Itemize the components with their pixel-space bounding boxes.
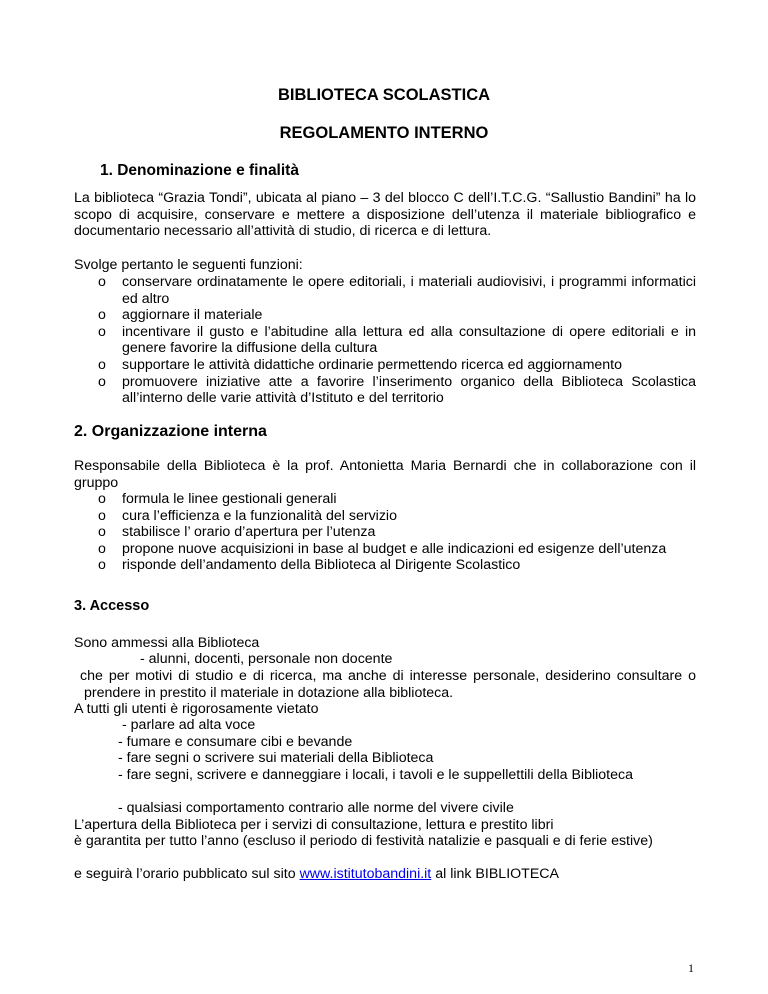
bullet-marker: o bbox=[98, 491, 106, 507]
opening-line-3: e seguirà l’orario pubblicato sul sito www.istitutobandini.it al link BIBLIOTECA bbox=[74, 866, 560, 882]
forbidden-intro: A tutti gli utenti è rigorosamente vietato bbox=[74, 701, 319, 717]
bullet-marker: o bbox=[98, 557, 106, 574]
bullet-marker: o bbox=[98, 524, 106, 541]
forbidden-item: - parlare ad alta voce bbox=[122, 717, 256, 733]
section1-paragraph: La biblioteca “Grazia Tondi”, ubicata al piano – 3 del blocco C dell’I.T.C.G. “Sallustio Bandini” ha lo scopo di acquisire, conservare e mettere a disposizione dell’utenza il materiale bibliografico e documentario necessario all’attività di studio, di ricerca e di lettura. bbox=[74, 190, 696, 240]
forbidden-item: - qualsiasi comportamento contrario alle norme del vivere civile bbox=[118, 800, 514, 816]
section1-heading: 1. Denominazione e finalità bbox=[100, 162, 299, 179]
bullet-marker: o bbox=[98, 274, 106, 290]
section2-paragraph: Responsabile della Biblioteca è la prof. Antonietta Maria Bernardi che in collaborazione con il gruppo bbox=[74, 458, 696, 491]
document-title: BIBLIOTECA SCOLASTICA bbox=[277, 86, 491, 104]
forbidden-item: - fumare e consumare cibi e bevande bbox=[118, 734, 353, 750]
section2-list bbox=[98, 491, 696, 574]
section3-intro: Sono ammessi alla Biblioteca bbox=[74, 635, 260, 651]
bullet-marker: o bbox=[98, 356, 106, 373]
list-item: o stabilisce l’ orario d’apertura per l’utenza bbox=[98, 524, 376, 541]
bullet-marker: o bbox=[98, 540, 106, 557]
bullet-marker: o bbox=[98, 507, 106, 524]
list-item: o incentivare il gusto e l’abitudine alla lettura ed alla consultazione di opere editoriali e in genere favorire la diffusione della cultura bbox=[98, 323, 696, 357]
opening-line-1: L’apertura della Biblioteca per i servizi di consultazione, lettura e prestito libri bbox=[74, 817, 554, 833]
section1-intro: Svolge pertanto le seguenti funzioni: bbox=[74, 257, 303, 273]
section1-list bbox=[98, 274, 696, 407]
list-item: o cura l’efficienza e la funzionalità del servizio bbox=[98, 507, 397, 524]
list-item: o propone nuove acquisizioni in base al budget e alle indicazioni ed esigenze dell’utenza bbox=[98, 540, 667, 557]
section3-heading: 3. Accesso bbox=[74, 598, 150, 614]
website-link[interactable]: www.istitutobandini.it bbox=[299, 866, 432, 882]
page-number: 1 bbox=[688, 961, 694, 975]
forbidden-item: - fare segni o scrivere sui materiali della Biblioteca bbox=[118, 750, 434, 766]
document-subtitle: REGOLAMENTO INTERNO bbox=[279, 124, 489, 142]
list-item: o supportare le attività didattiche ordinarie permettendo ricerca ed aggiornamento bbox=[98, 356, 623, 373]
section2-heading: 2. Organizzazione interna bbox=[74, 423, 267, 440]
list-item: o promuovere iniziative atte a favorire l’inserimento organico della Biblioteca Scolastica all’interno delle varie attività d’Istituto e del territorio bbox=[98, 373, 696, 407]
list-item: o conservare ordinatamente le opere editoriali, i materiali audiovisivi, i programmi informatici ed altro bbox=[98, 274, 696, 307]
section3-purpose: che per motivi di studio e di ricerca, ma anche di interesse personale, desiderino consultare o prendere in prestito il materiale in dotazione alla biblioteca. bbox=[80, 668, 696, 701]
opening-line-2: è garantita per tutto l’anno (escluso il periodo di festività natalizie e pasquali e di ferie estive) bbox=[74, 833, 653, 849]
list-item: o formula le linee gestionali generali bbox=[98, 491, 337, 507]
bullet-marker: o bbox=[98, 373, 106, 390]
list-item: o aggiornare il materiale bbox=[98, 307, 263, 324]
list-item: o risponde dell’andamento della Biblioteca al Dirigente Scolastico bbox=[98, 557, 521, 574]
forbidden-item: - fare segni, scrivere e danneggiare i locali, i tavoli e le suppellettili della Biblioteca bbox=[118, 767, 633, 783]
bullet-marker: o bbox=[98, 307, 106, 324]
admitted-users: - alunni, docenti, personale non docente bbox=[140, 651, 393, 667]
bullet-marker: o bbox=[98, 323, 106, 340]
